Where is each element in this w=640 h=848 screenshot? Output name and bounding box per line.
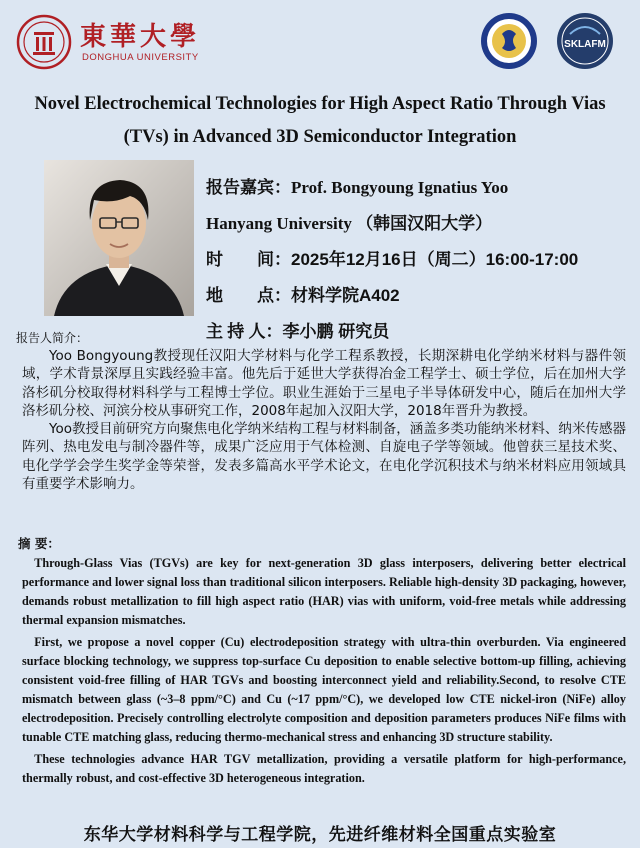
talk-title-line1: Novel Electrochemical Technologies for High Aspect Ratio Through Vias bbox=[34, 94, 606, 114]
svg-text:SKLAFM: SKLAFM bbox=[564, 39, 606, 50]
location-row bbox=[206, 282, 636, 318]
bio-paragraph: Yoo Bongyoung教授现任汉阳大学材料与化学工程系教授，长期深耕电化学纳米材料与器件领域，学术背景深厚且实践经验丰富。他先后于延世大学获得冶金工程学士、硕士学位，后在加州大学洛杉矶分校取得材料科学与工程博士学位。职业生涯始于三星电子半导体研发中心，随后在加州大学洛杉矶分校、河滨分校从事研究工作，2008年起加入汉阳大学，2018年晋升为教授。 bbox=[22, 348, 626, 419]
host-label: 主 持 人： bbox=[206, 322, 283, 341]
affiliation-cn: （韩国汉阳大学） bbox=[356, 214, 493, 233]
lab-emblem-icon bbox=[480, 12, 538, 70]
time-value: 2025年12月16日（周二）16:00-17:00 bbox=[291, 250, 579, 269]
abstract-paragraph: First, we propose a novel copper (Cu) electrodeposition strategy with ultra-thin overburden. Via engineered surface blocking technology, we suppress top-surface Cu deposition to enable selective bottom-up filling, achieving consistent void-free filling of HAR TGVs and boosting interconnect yield and reliability.Second, to resolve CTE mismatch between glass (~3–8 ppm/°C) and Cu (~17 ppm/°C), we developed low CTE nickel-iron (NiFe) alloy electrodeposition. Precisely controlling electrolyte composition and deposition parameters produces NiFe films with tunable CTE matching glass, reducing thermo-mechanical stress and enhancing 3D structure stability. bbox=[22, 635, 626, 744]
location-label: 地 点： bbox=[206, 286, 291, 305]
speaker-name: Prof. Bongyoung Ignatius Yoo bbox=[291, 178, 509, 197]
speaker-row bbox=[206, 174, 636, 210]
time-label: 时 间： bbox=[206, 250, 291, 269]
university-name-en: DONGHUA UNIVERSITY bbox=[82, 52, 199, 63]
footer-organizer: 东华大学材料科学与工程学院，先进纤维材料全国重点实验室 bbox=[83, 825, 557, 845]
time-row bbox=[206, 246, 636, 282]
affiliation-row bbox=[206, 210, 636, 246]
university-name-cn: 東華大學 bbox=[80, 22, 201, 52]
talk-title bbox=[10, 88, 630, 154]
talk-info bbox=[206, 174, 636, 354]
bio-paragraph: Yoo教授目前研究方向聚焦电化学纳米结构工程与材料制备，涵盖多类功能纳米材料、纳米传感器阵列、热电发电与制冷器件等，成果广泛应用于气体检测、自旋电子学等领域。他曾获三星技术奖、电化学学会学生奖学金等荣誉，发表多篇高水平学术论文，在电化学沉积技术与纳米材料应用领域具有重要学术影响力。 bbox=[22, 421, 626, 493]
header bbox=[0, 0, 640, 84]
speaker-photo bbox=[44, 160, 194, 316]
sklafm-logo bbox=[556, 12, 614, 70]
speaker-bio bbox=[22, 347, 626, 493]
abstract-body bbox=[22, 554, 626, 791]
bio-heading: 报告人简介： bbox=[16, 331, 89, 345]
location-value: 材料学院A402 bbox=[291, 286, 400, 305]
abstract-paragraph: These technologies advance HAR TGV metallization, providing a versatile platform for high-performance, thermally robust, and cost-effective 3D heterogeneous integration. bbox=[22, 752, 626, 785]
speaker-label: 报告嘉宾： bbox=[206, 178, 291, 197]
host-value: 李小鹏 研究员 bbox=[282, 322, 390, 341]
abstract-heading: 摘 要： bbox=[18, 536, 60, 551]
talk-title-line2: (TVs) in Advanced 3D Semiconductor Integration bbox=[123, 127, 517, 147]
university-seal-icon bbox=[16, 14, 72, 70]
affiliation-en: Hanyang University bbox=[206, 214, 352, 233]
abstract-paragraph: Through-Glass Vias (TGVs) are key for next-generation 3D glass interposers, delivering better electrical performance and lower signal loss than traditional silicon interposers. Reliable high-density 3D packaging, however, demands robust metallization to fill high aspect ratio (HAR) vias with uniform, void-free metals while addressing thermal expansion mismatches. bbox=[22, 556, 626, 627]
